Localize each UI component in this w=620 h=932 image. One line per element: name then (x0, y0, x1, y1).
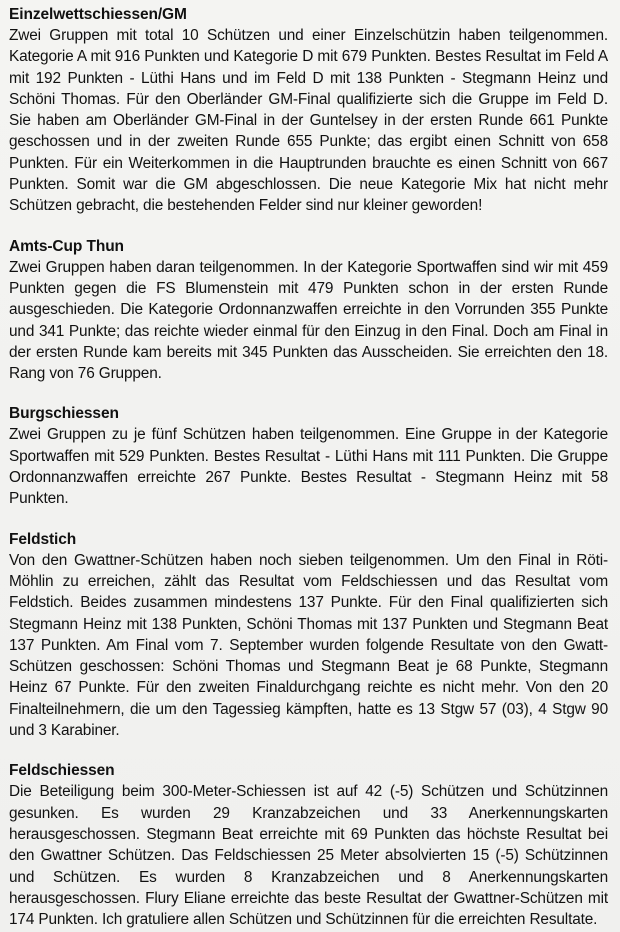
section-title: Einzelwettschiessen/GM (9, 6, 187, 23)
section-feldstich (9, 529, 608, 742)
section-body: Von den Gwattner-Schützen haben noch sieben teilgenommen. Um den Final in Röti-Möhlin zu erreichen, zählt das Resultat vom Feldschiessen und das Resultat vom Feldstich. Beides zusammen mindestens 137 Punkte. Für den Final qualifizierten sich Stegmann Heinz mit 138 Punkten, Schöni Thomas mit 137 Punkten und Stegmann Beat 137 Punkten. Am Final vom 7. September wurden folgende Resultate von den Gwatt-Schützen geschossen: Schöni Thomas und Stegmann Beat je 68 Punkte, Stegmann Heinz 67 Punkte. Für den zweiten Finaldurchgang reichte es nicht mehr. Von den 20 Finalteilnehmern, die um den Tagessieg kämpften, hatte es 13 Stgw 57 (03), 4 Stgw 90 und 3 Karabiner. (9, 551, 608, 740)
section-body: Zwei Gruppen mit total 10 Schützen und einer Einzelschützin haben teilgenommen. Kategorie A mit 916 Punkten und Kategorie D mit 679 Punkten. Bestes Resultat im Feld A mit 192 Punkten - Lüthi Hans und im Feld D mit 138 Punkten - Stegmann Heinz und Schöni Thomas. Für den Oberländer GM-Final qualifizierte sich die Gruppe im Feld D. Sie haben am Oberländer GM-Final in der Guntelsey in der ersten Runde 661 Punkte geschossen und in der zweiten Runde 655 Punkte; das ergibt einen Schnitt von 658 Punkten. Für ein Weiterkommen in die Hauptrunden brauchte es einen Schnitt von 667 Punkten. Somit war die GM abgeschlossen. Die neue Kategorie Mix hat nicht mehr Schützen gebracht, die bestehenden Felder sind nur kleiner geworden! (9, 27, 608, 215)
section-burgschiessen (9, 403, 608, 509)
section-feldschiessen (9, 760, 608, 930)
section-title: Amts-Cup Thun (9, 237, 124, 255)
section-title: Feldstich (9, 530, 77, 548)
section-body: Die Beteiligung beim 300-Meter-Schiessen ist auf 42 (-5) Schützen und Schützinnen gesunken. Es wurden 29 Kranzabzeichen und 33 Anerkennungskarten herausgeschossen. Stegmann Beat erreichte mit 69 Punkten das höchste Resultat bei den Gwattner Schützen. Das Feldschiessen 25 Meter absolvierten 15 (-5) Schützinnen und Schützen. Es wurden 8 Kranzabzeichen und 8 Anerkennungskarten herausgeschossen. Flury Eliane erreichte das beste Resultat der Gwattner-Schützen mit 174 Punkten. Ich gratuliere allen Schützen und Schützinnen für die erreichten Resultate. (9, 783, 608, 929)
section-einzelwettschiessen (9, 4, 608, 217)
section-body: Zwei Gruppen zu je fünf Schützen haben teilgenommen. Eine Gruppe in der Kategorie Sportwaffen mit 529 Punkten. Bestes Resultat - Lüthi Hans mit 111 Punkten. Die Gruppe Ordonnanzwaffen erreichte 267 Punkte. Bestes Resultat - Stegmann Heinz mit 58 Punkten. (9, 426, 608, 508)
section-title: Feldschiessen (9, 762, 115, 780)
section-title: Burgschiessen (9, 405, 119, 423)
section-body: Zwei Gruppen haben daran teilgenommen. In der Kategorie Sportwaffen sind wir mit 459 Punkten gegen die FS Blumenstein mit 479 Punkten schon in der ersten Runde ausgeschieden. Die Kategorie Ordonnanzwaffen erreichte in den Vorrunden 355 Punkte und 341 Punkte; das reichte wieder einmal für den Einzug in den Final. Doch am Final in der ersten Runde kam bereits mit 345 Punkten das Ausscheiden. Sie erreichten den 18. Rang von 76 Gruppen. (9, 258, 608, 383)
section-amts-cup-thun (9, 236, 608, 385)
